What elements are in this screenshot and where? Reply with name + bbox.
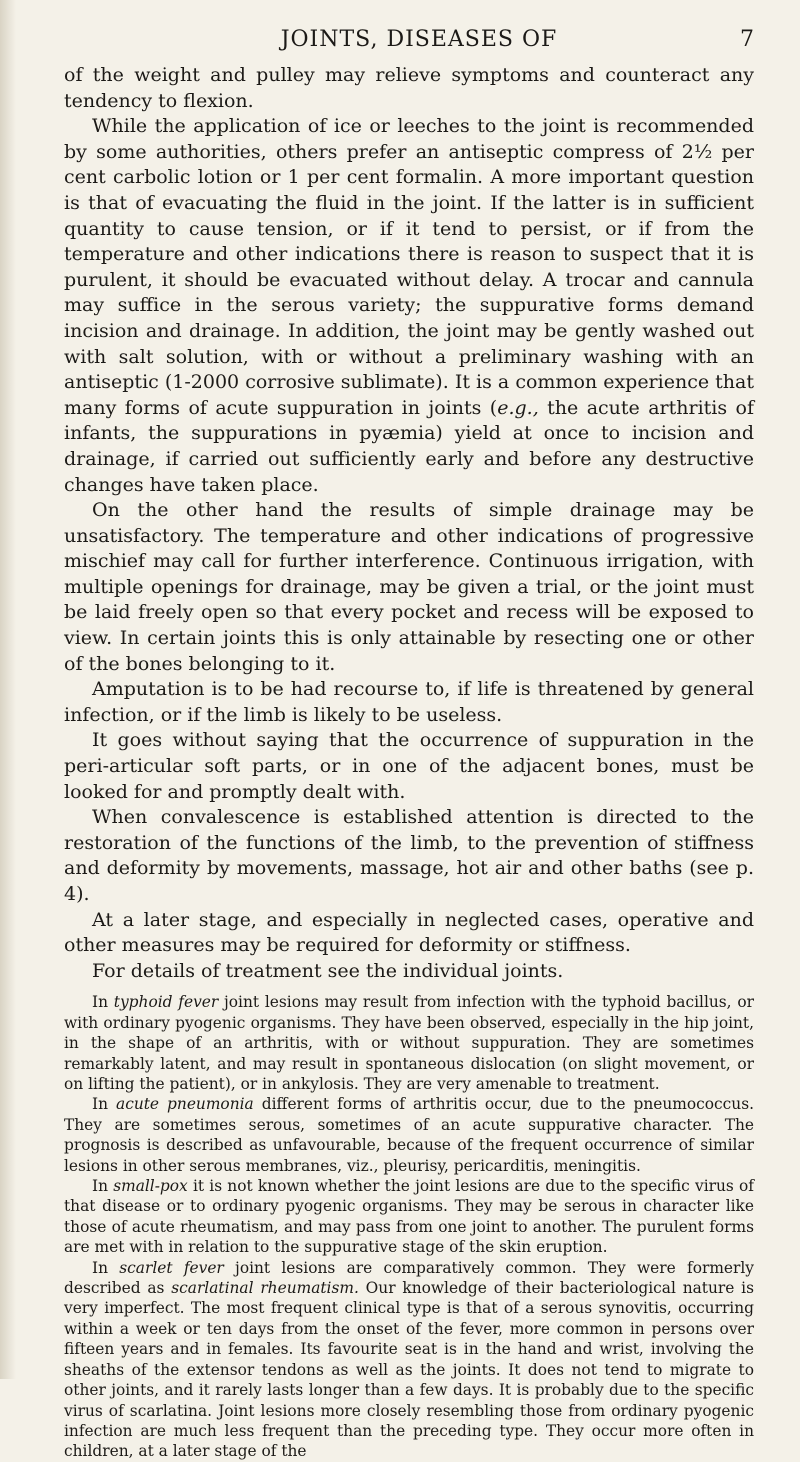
note-text: Our knowledge of their bacteriological nature is very imperfect. The most frequent clinical type is that of a serous synovitis, occurring within a week or ten days from the onset of the fever, more common in persons over fifteen years and in females. Its favourite seat is in the hand and wrist, involving the sheaths of the extensor tendons as well as the joints. It does not tend to migrate to other joints, and it rarely lasts longer than a few days. It is probably due to the specific virus of scarlatina. Joint lesions more closely resembling those from ordinary pyogenic infection are much less frequent than the preceding type. They occur more often in children, at a later stage of the — [64, 1279, 754, 1461]
note-lead-word: In — [92, 993, 108, 1012]
note-term: scarlatinal rheumatism. — [171, 1279, 359, 1298]
note-pneumonia — [64, 1094, 754, 1176]
note-term: acute pneumonia — [116, 1095, 254, 1114]
paragraph-amputation: Amputation is to be had recourse to, if life is threatened by general infection, or if the limb is likely to be useless. — [64, 678, 754, 726]
note-smallpox — [64, 1176, 754, 1258]
note-lead-word: In — [92, 1095, 108, 1114]
note-scarlet-fever — [64, 1258, 754, 1462]
paragraph-continuation: of the weight and pulley may relieve symptoms and counteract any tendency to flexion. — [64, 64, 754, 112]
running-title: JOINTS, DISEASES OF — [280, 27, 558, 52]
paragraph-drainage: On the other hand the results of simple drainage may be unsatisfactory. The temperature and other indications of progressive mischief may call for further interference. Continuous irrigation, with multiple openings for drainage, may be given a trial, or the joint must be laid freely open so that every pocket and recess will be exposed to view. In certain joints this is only attainable by resecting one or other of the bones belonging to it. — [64, 499, 754, 675]
note-term: scarlet fever — [119, 1258, 224, 1277]
note-lead-word: In — [92, 1177, 108, 1196]
page-number: 7 — [740, 27, 754, 52]
note-term: typhoid fever — [113, 993, 219, 1012]
main-text — [64, 63, 754, 984]
eg-abbrev: e.g., — [497, 396, 539, 419]
notes-section — [64, 992, 754, 1461]
note-text: joint lesions may result from infection with the typhoid bacillus, or with ordinary pyogenic organisms. They have been observed, especially in the hip joint, in the shape of an arthritis, with or without suppuration. They are sometimes remarkably latent, and may result in spontaneous dislocation (on slight movement, or on lifting the patient), or in ankylosis. They are very amenable to treatment. — [64, 993, 754, 1093]
paragraph-details: For details of treatment see the individual joints. — [92, 959, 564, 982]
note-text: different forms of arthritis occur, due to the pneumococcus. They are sometimes serous, sometimes of an acute suppurative character. The prognosis is described as unfavourable, because of the frequent occurrence of similar lesions in other serous membranes, viz., pleurisy, pericarditis, meningitis. — [64, 1095, 754, 1175]
note-term: small-pox — [113, 1177, 188, 1196]
paragraph-treatment — [64, 114, 754, 498]
note-lead-word: In — [92, 1258, 108, 1277]
paragraph-text: the acute arthritis of infants, the suppurations in pyæmia) yield at once to incision and drainage, if carried out sufficiently early and before any destructive changes have taken place. — [64, 396, 754, 496]
paragraph-periarticular: It goes without saying that the occurrence of suppuration in the peri-articular soft parts, or in one of the adjacent bones, must be looked for and promptly dealt with. — [64, 729, 754, 803]
book-page — [64, 18, 754, 1462]
paragraph-later-stage: At a later stage, and especially in neglected cases, operative and other measures may be required for deformity or stiffness. — [64, 908, 754, 957]
note-text: it is not known whether the joint lesions are due to the specific virus of that disease or to ordinary pyogenic organisms. They may be serous in character like those of acute rheumatism, and may pass from one joint to another. The purulent forms are met with in relation to the suppurative stage of the skin eruption. — [64, 1177, 754, 1257]
note-text: joint lesions are comparatively common. They were formerly described as — [64, 1258, 754, 1298]
running-head — [64, 18, 754, 62]
page-gutter — [0, 0, 16, 1379]
note-typhoid — [64, 992, 754, 1094]
paragraph-text: While the application of ice or leeches to the joint is recommended by some authorities, others prefer an antiseptic compress of 2½ per cent carbolic lotion or 1 per cent formalin. A more important question is that of evacuating the fluid in the joint. If the latter is in sufficient quantity to cause tension, or if it tend to persist, or if from the temperature and other indications there is reason to suspect that it is purulent, it should be evacuated without delay. A trocar and cannula may suffice in the serous variety; the suppurative forms demand incision and drainage. In addition, the joint may be gently washed out with salt solution, with or without a preliminary washing with an antiseptic (1-2000 corrosive sublimate). It is a common experience that many forms of acute suppuration in joints ( — [64, 115, 754, 419]
paragraph-convalescence: When convalescence is established attention is directed to the restoration of the functions of the limb, to the prevention of stiffness and deformity by movements, massage, hot air and other baths (see p. 4). — [64, 806, 754, 905]
